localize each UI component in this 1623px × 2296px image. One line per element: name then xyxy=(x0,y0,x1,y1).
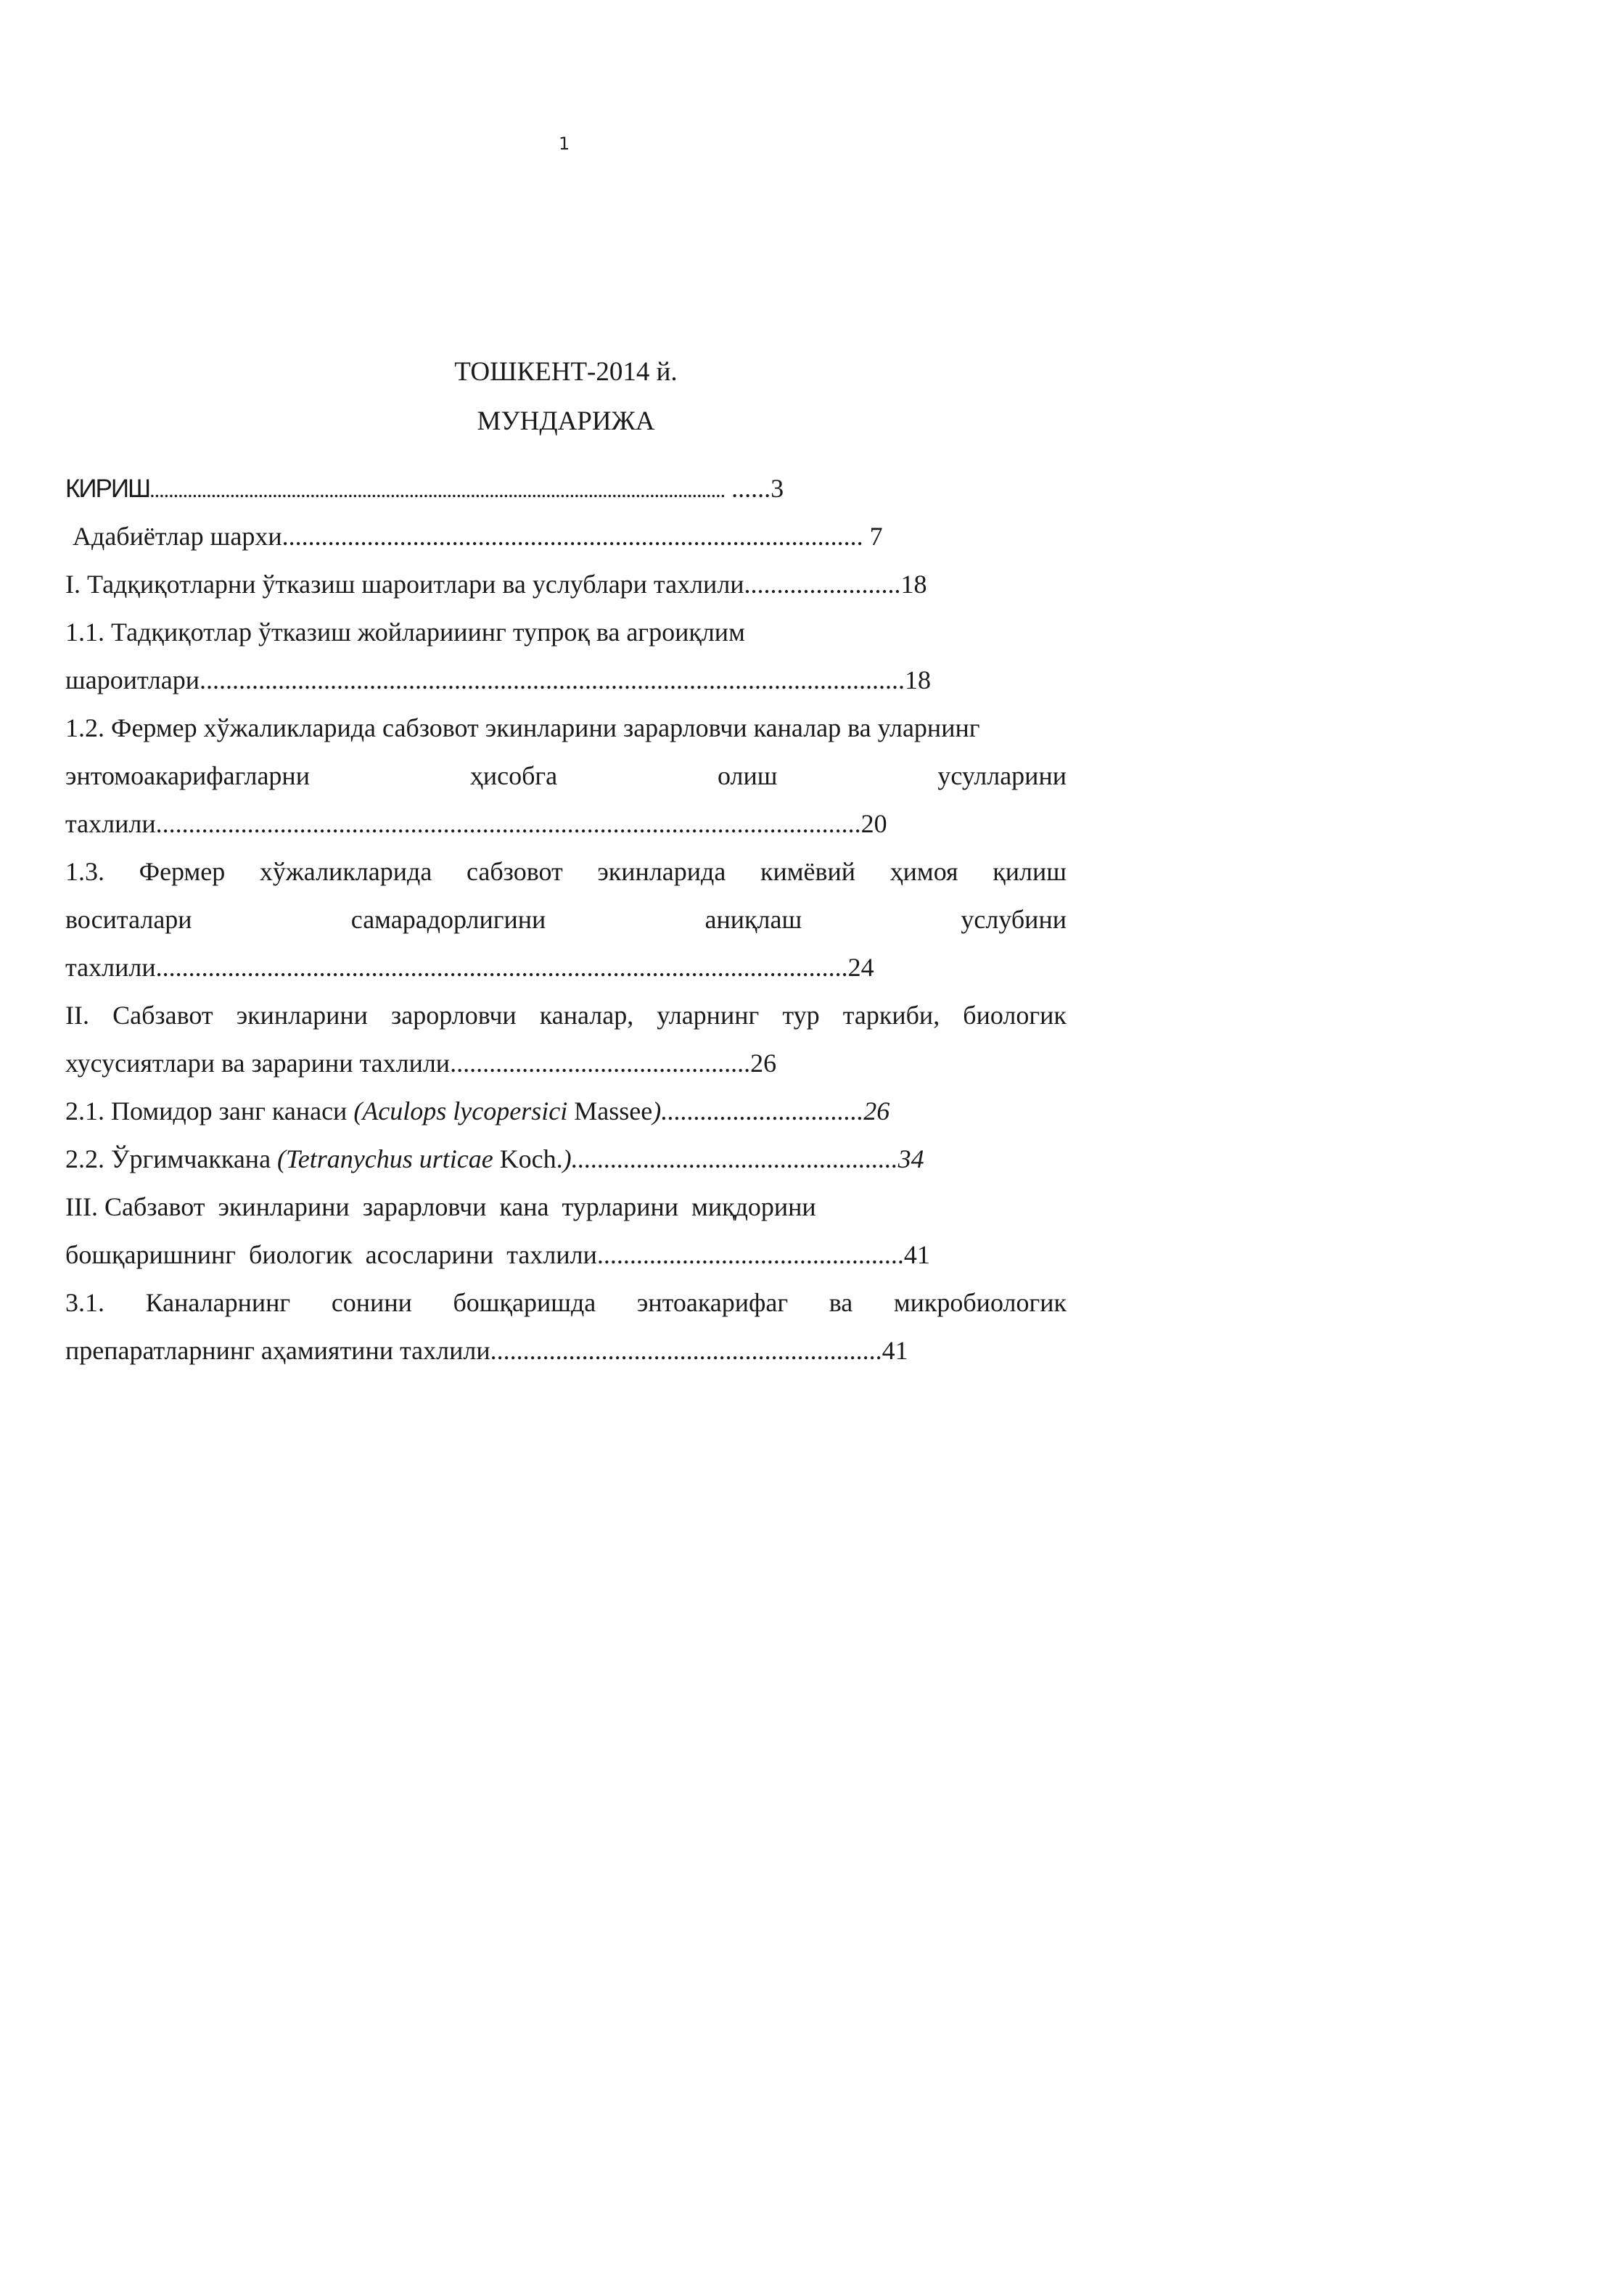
toc-word: усулларини xyxy=(937,761,1067,790)
toc-entry-chapter-2-line2: хусусиятлари ва зарарини тахлили..............................................26 xyxy=(65,1049,777,1078)
toc-entry-intro xyxy=(65,464,1067,512)
toc-entry-1-2-line1: 1.2. Фермер хўжаликларида сабзовот экинларини зарарловчи каналар ва уларнинг xyxy=(65,713,980,742)
toc-entry-chapter-2-line1 xyxy=(65,991,1067,1039)
toc-word: экинларида xyxy=(597,857,726,886)
toc-word: энтомоакарифагларни xyxy=(65,761,310,790)
toc-page-ref: ......3 xyxy=(725,474,784,503)
toc-word: хўжаликларида xyxy=(259,857,432,886)
toc-word: микробиологик xyxy=(893,1288,1067,1317)
toc-word: 1.3. xyxy=(65,857,104,886)
table-of-contents xyxy=(65,464,1067,1374)
toc-leader: )..................................................34 xyxy=(562,1144,924,1173)
toc-word: Сабзавот xyxy=(112,1001,213,1030)
toc-word: Фермер xyxy=(139,857,226,886)
toc-entry-3-1-line1 xyxy=(65,1279,1067,1327)
toc-word: экинларини xyxy=(236,1001,368,1030)
toc-word: таркиби, xyxy=(842,1001,940,1030)
species-name: (Tetranychus urticae xyxy=(277,1144,493,1173)
species-author: Koch. xyxy=(493,1144,563,1173)
city-year-heading: ТОШКЕНТ-2014 й. xyxy=(454,357,678,387)
toc-entry-label: КИРИШ xyxy=(65,475,150,503)
toc-word: кимёвий xyxy=(760,857,856,886)
toc-word: воситалари xyxy=(65,905,192,934)
toc-word: уларнинг xyxy=(657,1001,760,1030)
toc-word: сонини xyxy=(331,1288,412,1317)
toc-word: зарорловчи xyxy=(391,1001,517,1030)
toc-entry-1-2-line2 xyxy=(65,752,1067,800)
toc-word: II. xyxy=(65,1001,89,1030)
toc-entry-chapter-3-line1: III. Сабзавот экинларини зарарловчи кана турларини миқдорини xyxy=(65,1192,816,1221)
toc-word: каналар, xyxy=(539,1001,634,1030)
toc-entry-1-3-line2 xyxy=(65,895,1067,943)
toc-word: энтоакарифаг xyxy=(636,1288,789,1317)
toc-entry-1-3-line1 xyxy=(65,848,1067,895)
toc-entry-1-3-line3: тахлили..........................................................................................................24 xyxy=(65,953,874,982)
toc-word: ҳимоя xyxy=(889,857,958,886)
toc-word: аниқлаш xyxy=(704,905,802,934)
toc-word: олиш xyxy=(718,761,778,790)
toc-entry-chapter-3-line2: бошқаришнинг биологик асосларини тахлили...............................................41 xyxy=(65,1240,930,1269)
page-number: 1 xyxy=(559,134,570,154)
toc-entry-1-1-line1: 1.1. Тадқиқотлар ўтказиш жойларииинг тупроқ ва агроиқлим xyxy=(65,618,745,647)
toc-leader: )...............................26 xyxy=(652,1096,890,1126)
toc-word: бошқаришда xyxy=(453,1288,596,1317)
toc-word: Каналарнинг xyxy=(145,1288,291,1317)
toc-word: ва xyxy=(829,1288,853,1317)
toc-entry-2-1 xyxy=(65,1087,1067,1135)
toc-leader: .......................................................................................................................... xyxy=(149,478,726,502)
toc-entry-1-1-line2: шароитлари............................................................................................................18 xyxy=(65,665,932,694)
toc-word: 3.1. xyxy=(65,1288,104,1317)
toc-entry-chapter-1: I. Тадқиқотларни ўтказиш шароитлари ва услублари тахлили........................18 xyxy=(65,570,927,599)
species-author: Massee xyxy=(567,1096,653,1126)
species-name: (Aculops lycopersici xyxy=(353,1096,568,1126)
toc-word: тур xyxy=(782,1001,820,1030)
toc-word: қилиш xyxy=(993,857,1067,886)
toc-entry-text: 2.2. Ўргимчаккана xyxy=(65,1144,278,1173)
toc-word: ҳисобга xyxy=(469,761,558,790)
toc-entry-1-2-line3: тахлили............................................................................................................20 xyxy=(65,809,887,838)
toc-entry-review: Адабиётлар шархи......................................................................................... 7 xyxy=(73,522,883,551)
toc-word: услубини xyxy=(961,905,1067,934)
toc-entry-3-1-line2: препаратларнинг аҳамиятини тахлили............................................................41 xyxy=(65,1336,908,1365)
toc-word: сабзовот xyxy=(466,857,563,886)
toc-word: биологик xyxy=(963,1001,1067,1030)
toc-title: МУНДАРИЖА xyxy=(477,406,655,436)
toc-entry-text: 2.1. Помидор занг канаси xyxy=(65,1096,354,1126)
toc-word: самарадорлигини xyxy=(350,905,546,934)
toc-entry-2-2 xyxy=(65,1135,1067,1183)
